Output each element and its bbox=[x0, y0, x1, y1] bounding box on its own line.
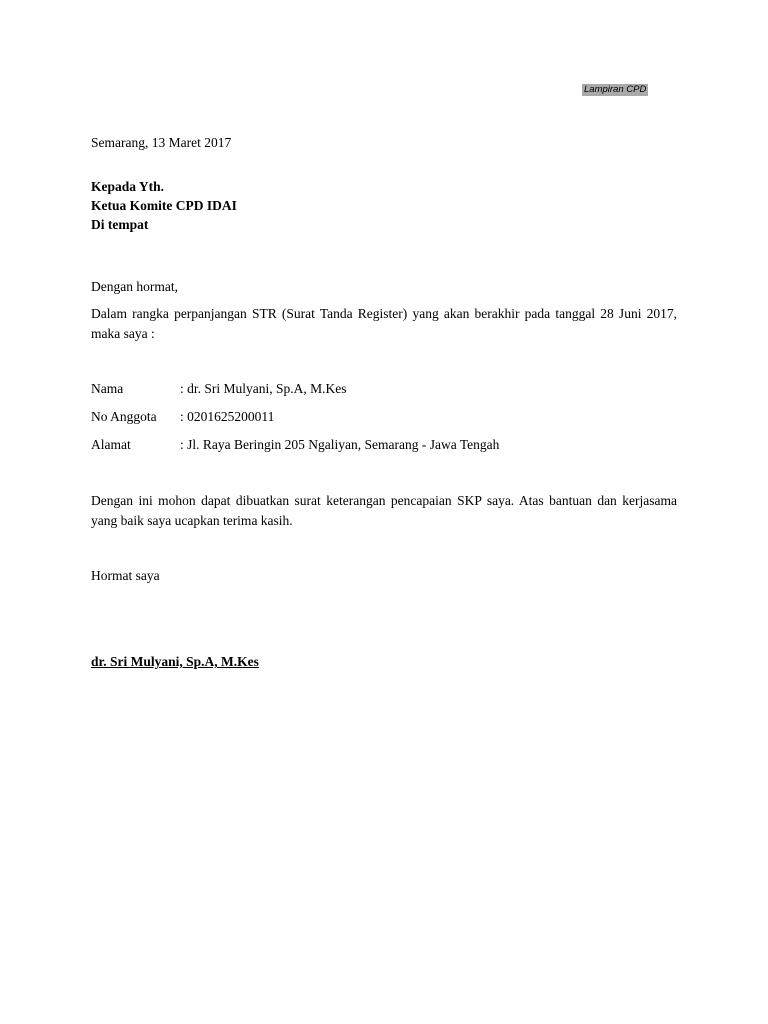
field-label: Alamat bbox=[91, 437, 131, 452]
signature-name: dr. Sri Mulyani, Sp.A, M.Kes bbox=[91, 654, 259, 669]
field-label: No Anggota bbox=[91, 409, 157, 424]
field-row-member-number bbox=[91, 410, 274, 424]
field-value: : 0201625200011 bbox=[180, 409, 275, 424]
closing: Hormat saya bbox=[91, 568, 160, 583]
recipient-line-2: Ketua Komite CPD IDAI bbox=[91, 198, 237, 213]
intro-paragraph: Dalam rangka perpanjangan STR (Surat Tanda Register) yang akan berakhir pada tanggal 28 Juni 2017, maka saya : bbox=[91, 306, 677, 341]
recipient-line-3: Di tempat bbox=[91, 217, 149, 232]
salutation: Dengan hormat, bbox=[91, 279, 178, 294]
field-row-name bbox=[91, 382, 347, 396]
field-label: Nama bbox=[91, 381, 124, 396]
field-row-address bbox=[91, 438, 499, 452]
recipient-line-1: Kepada Yth. bbox=[91, 179, 165, 194]
request-paragraph: Dengan ini mohon dapat dibuatkan surat keterangan pencapaian SKP saya. Atas bantuan dan kerjasama yang baik saya ucapkan terima kasih. bbox=[91, 493, 677, 528]
attachment-tag: Lampiran CPD bbox=[584, 84, 647, 95]
place-date: Semarang, 13 Maret 2017 bbox=[91, 135, 232, 150]
field-value: : Jl. Raya Beringin 205 Ngaliyan, Semarang - Jawa Tengah bbox=[180, 437, 500, 452]
field-value: : dr. Sri Mulyani, Sp.A, M.Kes bbox=[180, 381, 347, 396]
